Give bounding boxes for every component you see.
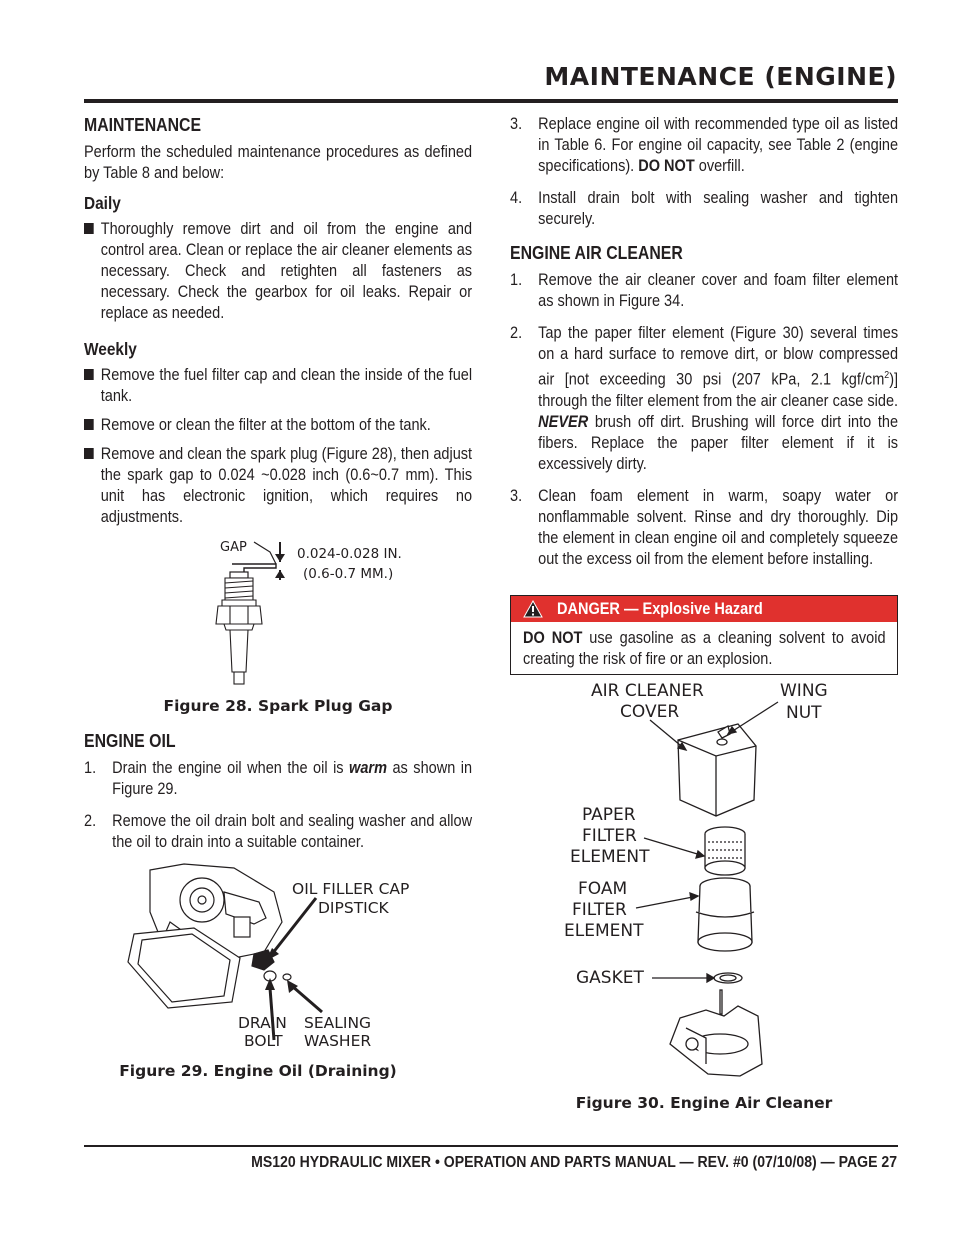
element-label: ELEMENT <box>570 847 650 867</box>
engine-oil-heading: ENGINE OIL <box>84 731 176 751</box>
figure-29 <box>84 862 472 1087</box>
wing-label: WING <box>780 681 828 701</box>
daily-heading: Daily <box>84 193 121 213</box>
paper-label: PAPER <box>582 805 636 825</box>
gap-spec-in: 0.024-0.028 IN. <box>297 546 402 562</box>
engine-oil-drain-illustration <box>84 862 472 1057</box>
left-column <box>84 114 472 536</box>
danger-body: DO NOT use gasoline as a cleaning solvent to avoid creating the risk of fire or an explosion. <box>523 629 886 668</box>
maintenance-intro: Perform the scheduled maintenance procedures as defined by Table 8 and below: <box>84 143 473 182</box>
daily-item: Thoroughly remove dirt and oil from the engine and control area. Clean or replace the air cleaner elements as necessary. Check and retighten all fasteners as necessary. Check the gearbox for oil leaks. Repair or replace as needed. <box>84 219 472 324</box>
engine-oil-step: 4. Install drain bolt with sealing washer and tighten securely. <box>510 189 899 228</box>
bullet-square-icon <box>84 219 101 324</box>
foam-label: FOAM <box>578 879 628 899</box>
figure-29-caption: Figure 29. Engine Oil (Draining) <box>119 1062 397 1080</box>
filter-label: FILTER <box>582 826 637 846</box>
figure-30-caption: Figure 30. Engine Air Cleaner <box>575 1094 833 1112</box>
figure-30 <box>510 672 898 1117</box>
weekly-item: Remove or clean the filter at the bottom of the tank. <box>84 415 472 436</box>
weekly-item: Remove the fuel filter cap and clean the inside of the fuel tank. <box>84 365 472 407</box>
bullet-square-icon <box>84 415 101 436</box>
spark-plug-illustration <box>84 530 472 690</box>
foam-filter-label: FILTER <box>572 900 627 920</box>
page-title: MAINTENANCE (ENGINE) <box>544 62 897 91</box>
footer-rule <box>84 1145 898 1147</box>
warning-triangle-icon <box>523 600 543 618</box>
gasket-label: GASKET <box>576 968 644 988</box>
air-cleaner-step: 3. Clean foam element in warm, soapy water or nonflammable solvent. Rinse and dry thoroughly. Dip the element in clean engine oil and completely squeeze out the excess oil from the element before installing. <box>510 486 899 568</box>
gap-spec-mm: (0.6-0.7 MM.) <box>303 566 394 582</box>
page-footer: MS120 HYDRAULIC MIXER • OPERATION AND PARTS MANUAL — REV. #0 (07/10/08) — PAGE 27 <box>251 1154 897 1171</box>
figure-28 <box>84 530 472 720</box>
figure-28-caption: Figure 28. Spark Plug Gap <box>163 697 393 715</box>
air-cleaner-heading: ENGINE AIR CLEANER <box>510 243 683 263</box>
danger-box <box>510 581 898 675</box>
gap-label: GAP <box>220 540 247 555</box>
danger-title: DANGER — Explosive Hazard <box>557 600 763 618</box>
dipstick-label: DIPSTICK <box>318 899 389 917</box>
danger-header <box>511 596 897 622</box>
engine-oil-step: 3. Replace engine oil with recommended type oil as listed in Table 6. For engine oil capacity, see Table 2 (engine specifications). DO NOT overfill. <box>510 115 899 175</box>
engine-oil-section <box>84 730 472 864</box>
weekly-item: Remove and clean the spark plug (Figure 28), then adjust the spark gap to 0.024 ~0.028 inch (0.6~0.7 mm). This unit has electronic ignition, which requires no adjustments. <box>84 444 472 528</box>
oil-filler-cap-label: OIL FILLER CAP <box>292 880 410 898</box>
bullet-square-icon <box>84 365 101 407</box>
engine-oil-step: 2. Remove the oil drain bolt and sealing washer and allow the oil to drain into a suitable container. <box>84 812 473 851</box>
washer-label: WASHER <box>304 1032 372 1050</box>
weekly-heading: Weekly <box>84 339 137 359</box>
drain-label: DRAIN <box>238 1014 287 1032</box>
air-cleaner-step: 2. Tap the paper filter element (Figure 30) several times on a hard surface to remove dirt, or blow compressed air [not exceeding 30 psi (207 kPa, 2.1 kgf/$cm^2$)] through the filter element from the air cleaner case side. NEVER brush off dirt. Brushing will force dirt into the fibers. Replace the paper filter element if it is excessively dirty. <box>510 324 899 473</box>
foam-element-label: ELEMENT <box>564 921 644 941</box>
air-cleaner-exploded-illustration <box>510 672 898 1087</box>
sealing-label: SEALING <box>304 1014 372 1032</box>
engine-oil-step: 1. Drain the engine oil when the oil is warm as shown in Figure 29. <box>84 759 473 798</box>
air-cleaner-label: AIR CLEANER <box>591 681 704 701</box>
bullet-square-icon <box>84 444 101 528</box>
cover-label: COVER <box>620 702 680 722</box>
maintenance-heading: MAINTENANCE <box>84 115 202 135</box>
right-column <box>510 114 898 581</box>
header-rule <box>84 99 898 103</box>
bolt-label: BOLT <box>244 1032 283 1050</box>
nut-label: NUT <box>786 703 822 723</box>
air-cleaner-step: 1. Remove the air cleaner cover and foam filter element as shown in Figure 34. <box>510 271 899 310</box>
